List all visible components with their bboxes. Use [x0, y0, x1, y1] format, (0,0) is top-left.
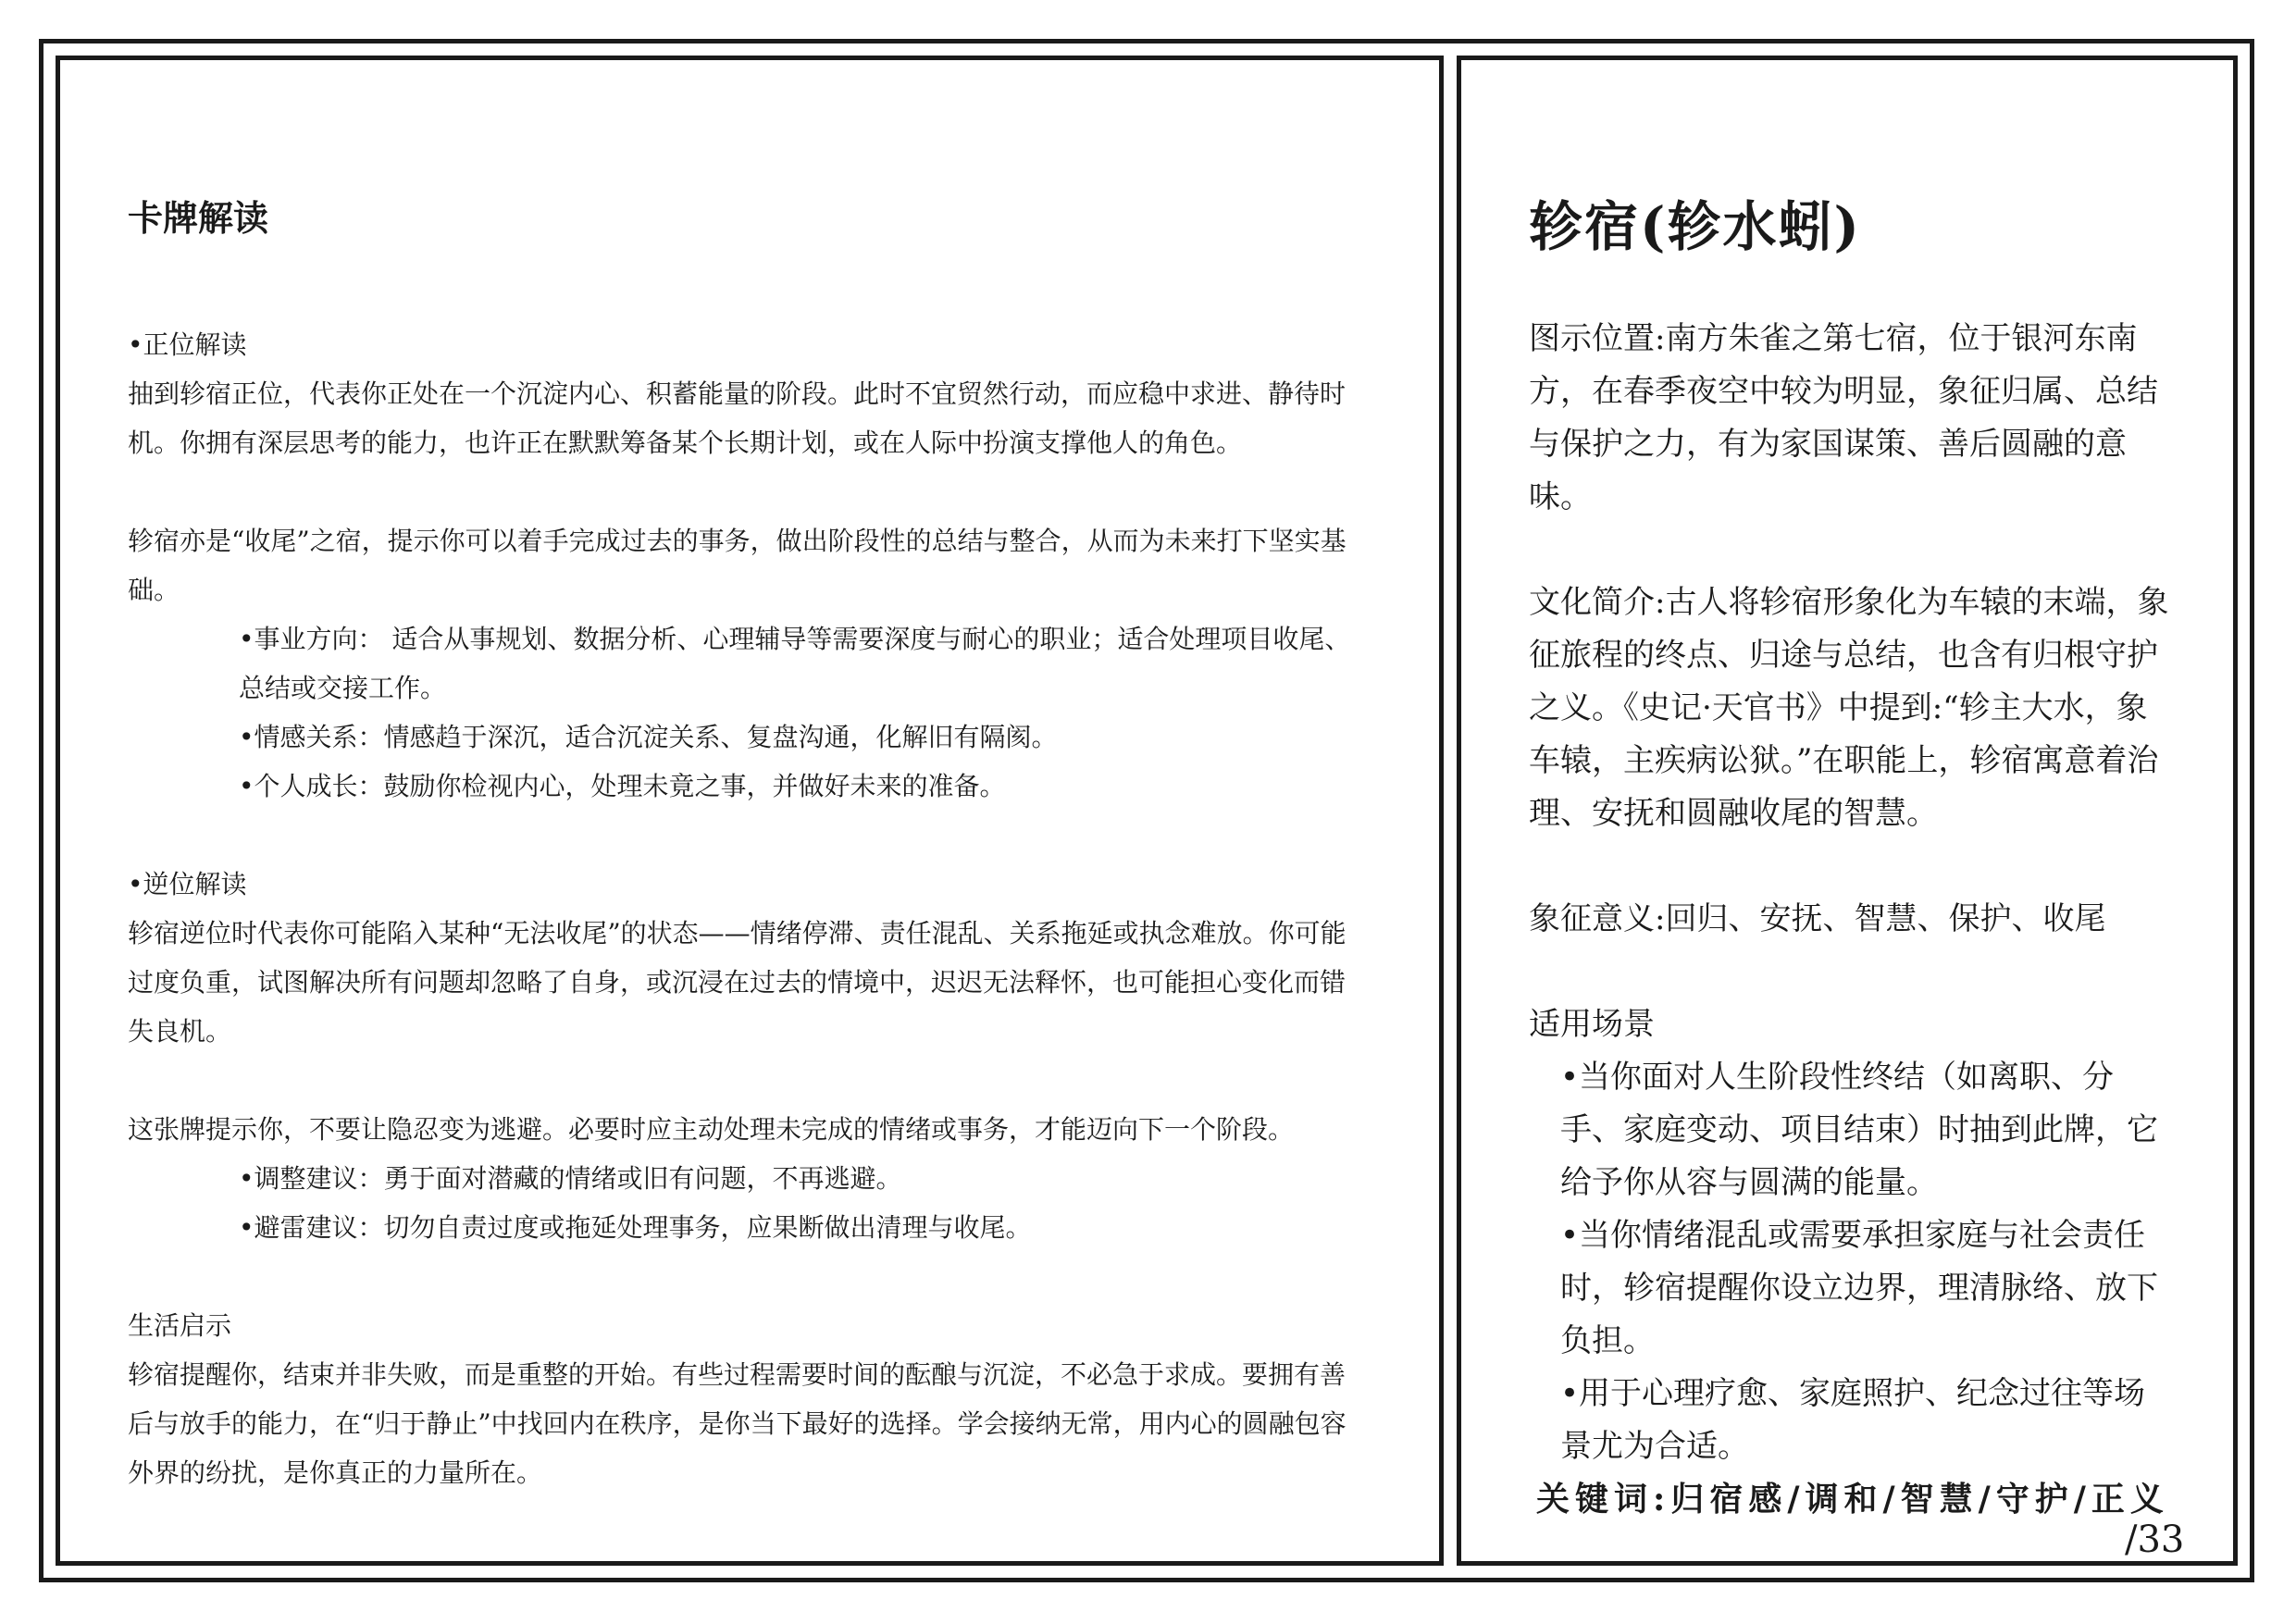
reversed-point-avoid: •避雷建议：切勿自责过度或拖延处理事务，应果断做出清理与收尾。	[239, 1212, 1032, 1243]
upright-point-relationship: •情感关系：情感趋于深沉，适合沉淀关系、复盘沟通，化解旧有隔阂。	[239, 722, 1058, 752]
scenes-label: 适用场景	[1529, 1006, 1655, 1043]
reversed-point-adjust: •调整建议：勇于面对潜藏的情绪或旧有问题，不再逃避。	[239, 1163, 902, 1194]
left-page-content	[128, 191, 1368, 1497]
card-reading-heading: 卡牌解读	[128, 197, 269, 239]
keywords-line: 关键词:归宿感/调和/智慧/守护/正义	[1536, 1480, 2169, 1519]
upright-point-career: •事业方向： 适合从事规划、数据分析、心理辅导等需要深度与耐心的职业；适合处理项目收尾、总结或交接工作。	[239, 624, 1351, 703]
life-insight-label: 生活启示	[128, 1310, 232, 1341]
reversed-text-summary: 这张牌提示你，不要让隐忍变为逃避。必要时应主动处理未完成的情绪或事务，才能迈向下一个阶段。	[128, 1114, 1295, 1145]
upright-label: •正位解读	[128, 329, 247, 360]
position-text: 图示位置:南方朱雀之第七宿，位于银河东南方，在春季夜空中较为明显，象征归属、总结与保护之力，有为家国谋策、善后圆融的意味。	[1529, 320, 2158, 515]
upright-text-summary: 轸宿亦是“收尾”之宿，提示你可以着手完成过去的事务，做出阶段性的总结与整合，从而为未来打下坚实基础。	[128, 526, 1347, 605]
scene-item-responsibility: •当你情绪混乱或需要承担家庭与社会责任时，轸宿提醒你设立边界，理清脉络、放下负担。	[1560, 1217, 2158, 1359]
culture-text: 文化简介:古人将轸宿形象化为车辕的末端，象征旅程的终点、归途与总结，也含有归根守护之义。《史记·天官书》中提到:“轸主大水，象车辕，主疾病讼狱。”在职能上，轸宿寓意着治理、安抚和圆融收尾的智慧。	[1529, 584, 2169, 832]
right-page-content	[1529, 185, 2177, 1526]
upright-text: 抽到轸宿正位，代表你正处在一个沉淀内心、积蓄能量的阶段。此时不宜贸然行动，而应稳中求进、静待时机。你拥有深层思考的能力，也许正在默默筹备某个长期计划，或在人际中扮演支撑他人的角色。	[128, 378, 1347, 458]
life-insight-text: 轸宿提醒你，结束并非失败，而是重整的开始。有些过程需要时间的酝酿与沉淀，不必急于求成。要拥有善后与放手的能力，在“归于静止”中找回内在秩序，是你当下最好的选择。学会接纳无常，用内心的圆融包容外界的纷扰，是你真正的力量所在。	[128, 1359, 1347, 1488]
reversed-text: 轸宿逆位时代表你可能陷入某种“无法收尾”的状态——情绪停滞、责任混乱、关系拖延或执念难放。你可能过度负重，试图解决所有问题却忽略了自身，或沉浸在过去的情境中，迟迟无法释怀，也可能担心变化而错失良机。	[128, 918, 1347, 1047]
symbol-text: 象征意义:回归、安抚、智慧、保护、收尾	[1529, 900, 2106, 937]
scene-item-ending: •当你面对人生阶段性终结（如离职、分手、家庭变动、项目结束）时抽到此牌，它给予你从容与圆满的能量。	[1560, 1059, 2158, 1201]
page-number: /33	[2125, 1519, 2185, 1561]
mansion-title: 轸宿(轸水蚓)	[1529, 195, 1861, 258]
scene-item-healing: •用于心理疗愈、家庭照护、纪念过往等场景尤为合适。	[1560, 1375, 2146, 1465]
reversed-label: •逆位解读	[128, 869, 247, 899]
upright-point-growth: •个人成长：鼓励你检视内心，处理未竟之事，并做好未来的准备。	[239, 771, 1006, 801]
